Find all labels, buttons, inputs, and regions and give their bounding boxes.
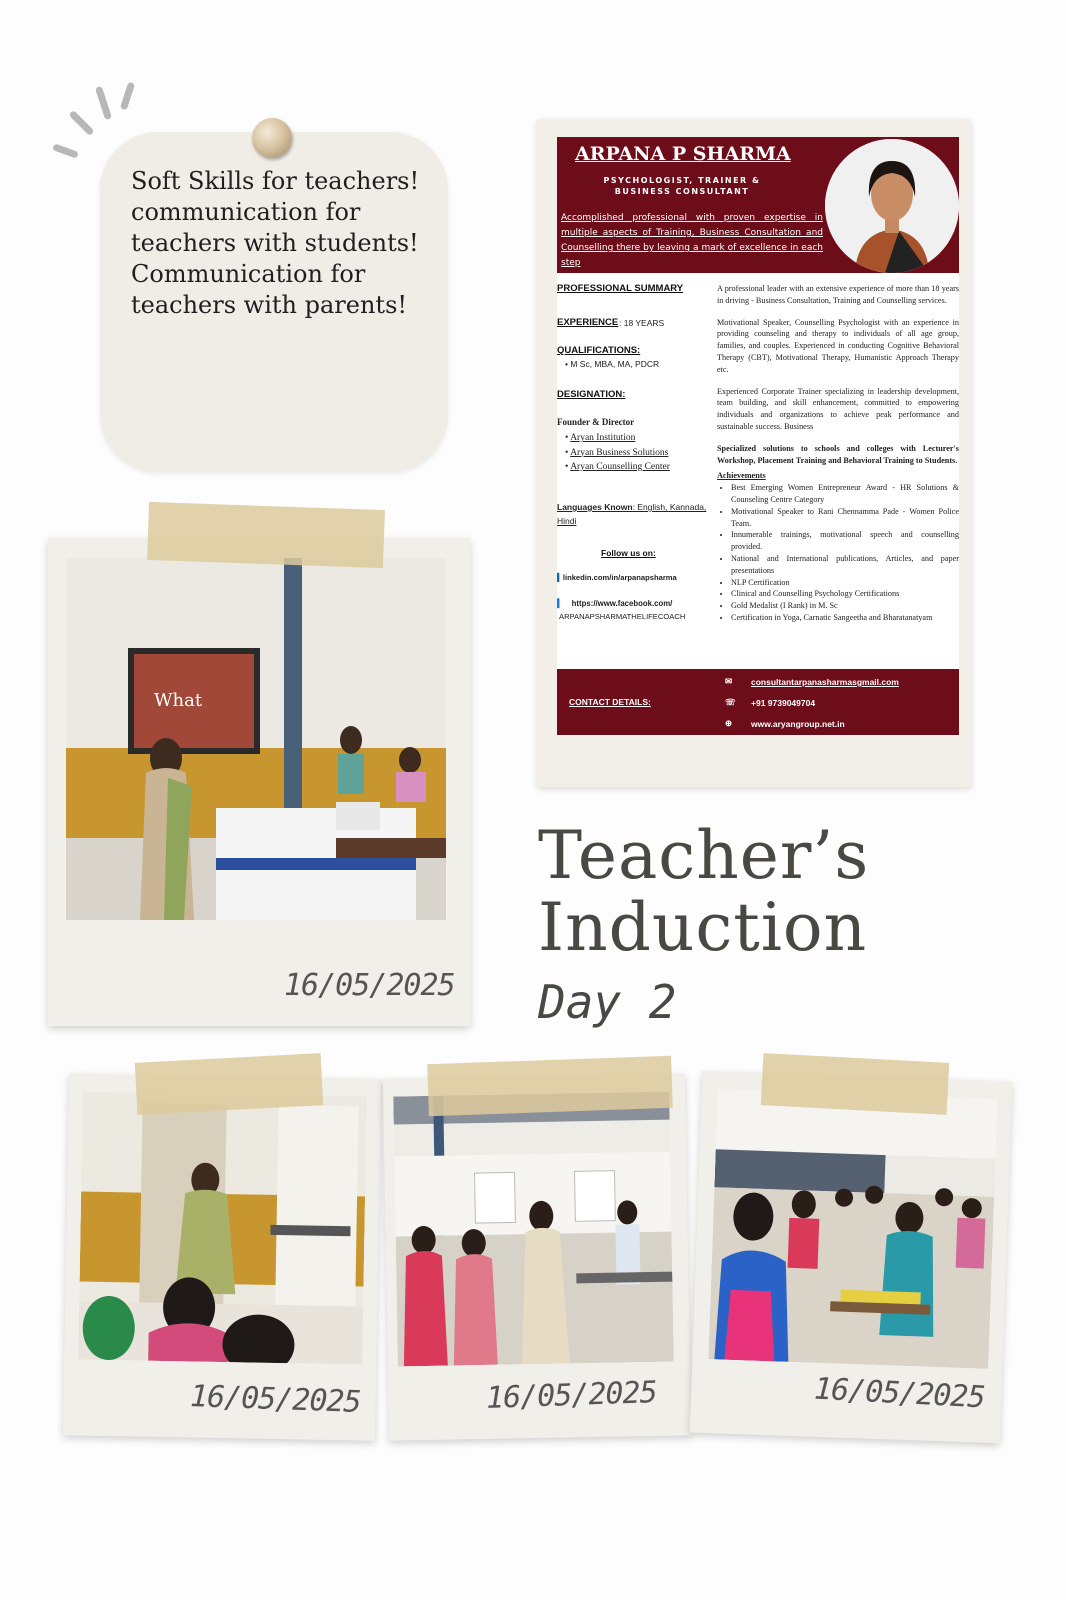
languages: Languages Known: English, Kannada, Hindi <box>557 502 707 526</box>
facebook-handle: ARPANAPSHARMATHELIFECOACH <box>559 612 686 621</box>
list-item: • NLP Certification <box>731 577 959 589</box>
title-line: Teacher’s <box>538 817 870 894</box>
trainer-paragraph: Experienced Corporate Trainer specializing in leadership development, team building, and skill enhancement, committed to empowering individuals and organizations to achieve peak performance and sustainable success. Business <box>717 386 959 431</box>
list-item: • Motivational Speaker to Rani Chennamma Pade - Women Police Team. <box>731 506 959 530</box>
note-text: Soft Skills for teachers! communication for teachers with students! Communication for teachers with parents! <box>131 167 420 319</box>
founder-label: Founder & Director <box>557 417 635 427</box>
classroom-photo <box>66 558 446 920</box>
follow-label: Follow us on: <box>601 548 656 558</box>
experience-value: : 18 YEARS <box>619 318 665 328</box>
contact-label: CONTACT DETAILS: <box>569 697 651 707</box>
list-item: • National and International publications, Articles, and paper presentations <box>731 553 959 577</box>
qualifications-value: • M Sc, MBA, MA, PDCR <box>565 359 660 369</box>
resume-title: PSYCHOLOGIST, TRAINER & BUSINESS CONSULTANT <box>603 176 761 196</box>
photo-date: 16/05/2025 <box>485 1375 658 1416</box>
resume-header <box>557 137 959 273</box>
achievements-list <box>717 482 959 624</box>
org-list <box>565 431 670 475</box>
day-label: Day 2 <box>538 975 677 1029</box>
resume-name: ARPANA P SHARMA <box>575 143 791 165</box>
list-item: • Gold Medalist (I Rank) in M. Sc <box>731 600 959 612</box>
phone-icon: ☏ <box>725 697 736 707</box>
achievements-label: Achievements <box>717 471 766 481</box>
contact-email[interactable]: consultantarpanasharmasgmail.com <box>751 677 899 687</box>
audience-photo <box>708 1089 997 1369</box>
resume-right-column <box>717 283 959 624</box>
tape <box>761 1053 949 1115</box>
list-item: • Certification in Yoga, Carnatic Sangeetha and Bharatanatyam <box>731 612 959 624</box>
resume-footer <box>557 669 959 735</box>
photo-date: 16/05/2025 <box>189 1379 362 1420</box>
list-item: • Clinical and Counselling Psychology Certifications <box>731 588 959 600</box>
resume-tagline: Accomplished professional with proven expertise in multiple aspects of Training, Business Consultation and Counselling there by leaving a mark of excellence in each step <box>561 213 823 268</box>
globe-icon: ⊕ <box>725 718 733 728</box>
facebook-link[interactable]: ▍ https://www.facebook.com/ <box>557 599 673 608</box>
list-item: • Best Emerging Women Entrepreneur Award - HR Solutions & Counseling Centre Category <box>731 482 959 506</box>
title-line: Induction <box>538 889 868 966</box>
summary-label: PROFESSIONAL SUMMARY <box>557 283 684 294</box>
experience-label: EXPERIENCE <box>557 317 619 328</box>
tape <box>135 1053 323 1115</box>
summary-paragraph: A professional leader with an extensive experience of more than 18 years in driving - Business Consultation, Training and Counselling services. <box>717 284 959 305</box>
photo-date: 16/05/2025 <box>284 968 455 1003</box>
note-card <box>100 132 448 472</box>
resume-card <box>537 119 971 787</box>
list-item: • Aryan Institution <box>565 433 636 443</box>
list-item: • Aryan Business Solutions <box>565 447 669 458</box>
group-photo <box>393 1092 674 1367</box>
solutions-paragraph: Specialized solutions to schools and colleges with Lecturer's Workshop, Placement Training and Behavioral Training to Students. <box>717 443 959 465</box>
photo-date: 16/05/2025 <box>813 1371 986 1416</box>
qualifications-label: QUALIFICATIONS: <box>557 345 641 356</box>
facebook-icon: ▍ <box>557 599 563 608</box>
avatar <box>825 139 959 273</box>
list-item: • Aryan Counselling Center <box>565 462 670 472</box>
tape <box>147 502 385 568</box>
speaker-paragraph: Motivational Speaker, Counselling Psychologist with an experience in providing counseling and therapy to individuals of all age group, families, and couples. Experienced in conducting Cognitive Behavioral Therapy (CBT), Motivational Therapy, Humanistic Approach Therapy etc. <box>717 317 959 374</box>
designation-label: DESIGNATION: <box>557 389 626 400</box>
contact-web[interactable]: www.aryangroup.net.in <box>751 719 845 729</box>
linkedin-icon: ▍ <box>557 573 563 582</box>
tape <box>427 1056 673 1116</box>
photo-card <box>48 538 470 1026</box>
mail-icon: ✉ <box>725 676 733 686</box>
slide-text: What <box>154 690 203 711</box>
pin-icon <box>252 118 292 158</box>
teacher-photo <box>78 1092 367 1365</box>
list-item: • Innumerable trainings, motivational speech and counselling provided. <box>731 529 959 553</box>
resume-document <box>557 137 959 735</box>
page-title <box>538 817 870 966</box>
contact-phone[interactable]: +91 9739049704 <box>751 698 816 708</box>
linkedin-link[interactable]: ▍linkedin.com/in/arpanapsharma <box>557 573 677 582</box>
